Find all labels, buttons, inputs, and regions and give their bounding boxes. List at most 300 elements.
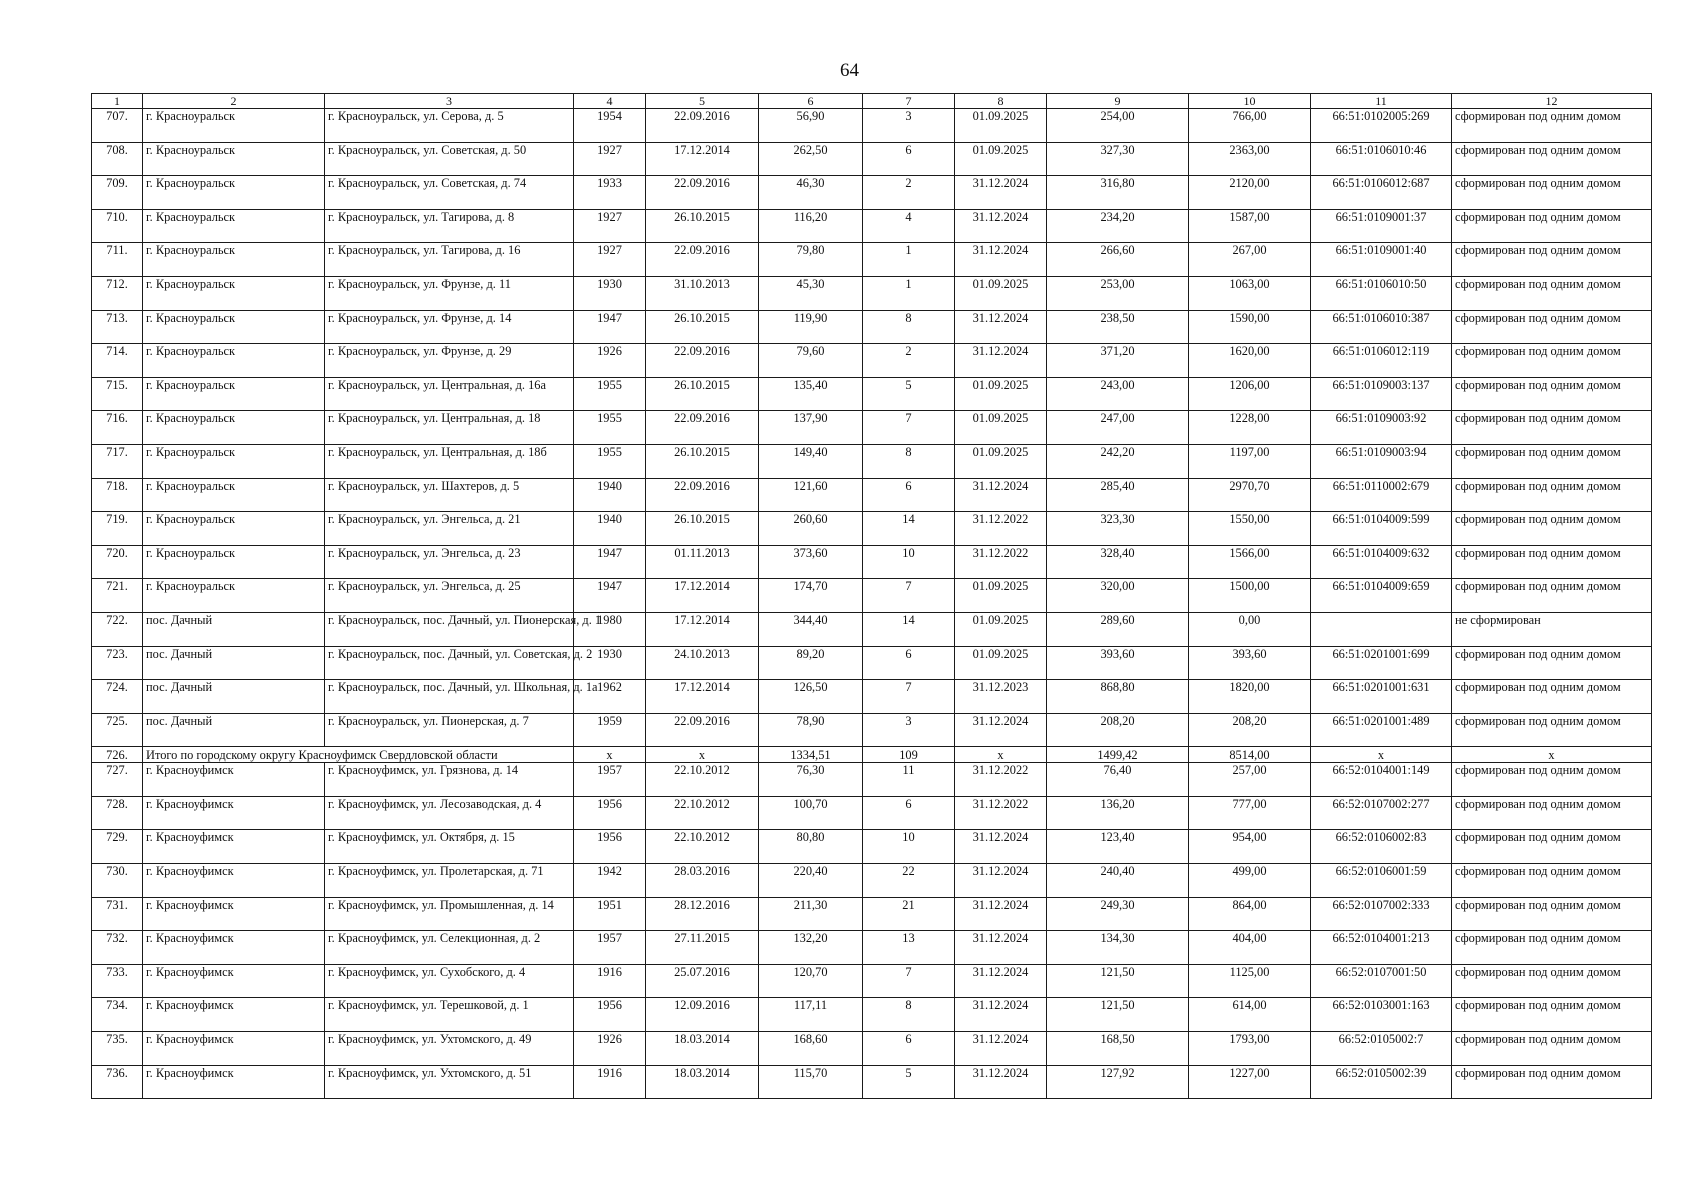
cell-v10: 1620,00 [1189,344,1311,378]
cell-loc: г. Красноуральск [143,310,325,344]
cell-date: 18.03.2014 [646,1032,759,1066]
cell-loc: г. Красноуральск [143,243,325,277]
table-row [92,1065,1652,1099]
cell-date: 22.09.2016 [646,176,759,210]
table-row [92,713,1652,747]
header-cell: 10 [1189,94,1311,109]
total-cell-cad: x [1311,747,1452,763]
cell-date2: 31.12.2024 [955,310,1047,344]
page-number: 64 [840,60,859,81]
table-row [92,109,1652,143]
cell-v9: 121,50 [1047,964,1189,998]
cell-cnt: 6 [863,646,955,680]
cell-v9: 240,40 [1047,864,1189,898]
cell-loc: г. Красноуральск [143,276,325,310]
cell-status: сформирован под одним домом [1452,545,1652,579]
cell-area: 260,60 [759,512,863,546]
cell-cnt: 8 [863,998,955,1032]
cell-date: 27.11.2015 [646,931,759,965]
cell-v10: 1793,00 [1189,1032,1311,1066]
cell-status: сформирован под одним домом [1452,680,1652,714]
cell-area: 89,20 [759,646,863,680]
cell-v10: 766,00 [1189,109,1311,143]
cell-date: 22.09.2016 [646,109,759,143]
cell-area: 79,60 [759,344,863,378]
cell-area: 262,50 [759,142,863,176]
cell-area: 116,20 [759,209,863,243]
cell-loc: г. Красноуральск [143,512,325,546]
cell-year: 1926 [574,344,646,378]
cell-area: 135,40 [759,377,863,411]
cell-date2: 01.09.2025 [955,276,1047,310]
header-cell: 1 [92,94,143,109]
cell-loc: г. Красноуральск [143,344,325,378]
cell-v9: 254,00 [1047,109,1189,143]
cell-cnt: 8 [863,310,955,344]
cell-n: 730. [92,864,143,898]
cell-date: 22.10.2012 [646,763,759,797]
cell-cad: 66:51:0104009:659 [1311,579,1452,613]
cell-cad: 66:51:0110002:679 [1311,478,1452,512]
cell-date2: 31.12.2022 [955,796,1047,830]
cell-loc: г. Красноуфимск [143,796,325,830]
cell-area: 220,40 [759,864,863,898]
cell-v10: 208,20 [1189,713,1311,747]
cell-v10: 777,00 [1189,796,1311,830]
cell-date2: 01.09.2025 [955,579,1047,613]
cell-v9: 393,60 [1047,646,1189,680]
cell-loc: г. Красноуральск [143,377,325,411]
cell-status: сформирован под одним домом [1452,142,1652,176]
cell-cad: 66:52:0105002:39 [1311,1065,1452,1099]
cell-cnt: 2 [863,344,955,378]
cell-cnt: 7 [863,411,955,445]
table-row [92,680,1652,714]
cell-v9: 123,40 [1047,830,1189,864]
cell-v9: 289,60 [1047,612,1189,646]
cell-status: сформирован под одним домом [1452,310,1652,344]
cell-cnt: 22 [863,864,955,898]
cell-v9: 168,50 [1047,1032,1189,1066]
cell-n: 717. [92,444,143,478]
cell-date2: 31.12.2024 [955,864,1047,898]
cell-date2: 31.12.2024 [955,209,1047,243]
cell-cnt: 1 [863,276,955,310]
cell-area: 115,70 [759,1065,863,1099]
cell-cnt: 7 [863,964,955,998]
cell-year: 1956 [574,796,646,830]
cell-cad: 66:51:0109003:92 [1311,411,1452,445]
cell-date2: 31.12.2024 [955,1032,1047,1066]
cell-year: 1947 [574,579,646,613]
cell-year: 1959 [574,713,646,747]
cell-date2: 31.12.2024 [955,243,1047,277]
cell-addr: г. Красноуральск, ул. Серова, д. 5 [325,109,574,143]
cell-area: 117,11 [759,998,863,1032]
cell-area: 121,60 [759,478,863,512]
cell-v10: 393,60 [1189,646,1311,680]
total-cell-date2: x [955,747,1047,763]
cell-cad: 66:52:0107001:50 [1311,964,1452,998]
cell-n: 723. [92,646,143,680]
cell-addr: г. Красноуральск, ул. Энгельса, д. 25 [325,579,574,613]
table-row [92,998,1652,1032]
cell-cnt: 4 [863,209,955,243]
cell-n: 708. [92,142,143,176]
cell-v9: 327,30 [1047,142,1189,176]
cell-n: 734. [92,998,143,1032]
cell-date: 22.09.2016 [646,478,759,512]
cell-n: 722. [92,612,143,646]
table-row [92,897,1652,931]
cell-date: 18.03.2014 [646,1065,759,1099]
cell-date2: 31.12.2024 [955,998,1047,1032]
cell-date2: 01.09.2025 [955,646,1047,680]
cell-n: 721. [92,579,143,613]
cell-n: 713. [92,310,143,344]
cell-status: сформирован под одним домом [1452,897,1652,931]
cell-date: 24.10.2013 [646,646,759,680]
cell-v9: 316,80 [1047,176,1189,210]
cell-cnt: 6 [863,478,955,512]
cell-status: сформирован под одним домом [1452,713,1652,747]
header-cell: 2 [143,94,325,109]
cell-year: 1954 [574,109,646,143]
cell-loc: г. Красноуральск [143,109,325,143]
cell-loc: пос. Дачный [143,680,325,714]
cell-v10: 1500,00 [1189,579,1311,613]
cell-loc: г. Красноуральск [143,142,325,176]
cell-v10: 614,00 [1189,998,1311,1032]
cell-loc: г. Красноуральск [143,444,325,478]
cell-date2: 31.12.2024 [955,176,1047,210]
cell-area: 46,30 [759,176,863,210]
cell-loc: г. Красноуральск [143,478,325,512]
cell-cad: 66:52:0106002:83 [1311,830,1452,864]
cell-v9: 249,30 [1047,897,1189,931]
total-cell-year: x [574,747,646,763]
header-cell: 12 [1452,94,1652,109]
cell-area: 373,60 [759,545,863,579]
cell-date2: 31.12.2024 [955,931,1047,965]
cell-addr: г. Красноуральск, ул. Советская, д. 74 [325,176,574,210]
header-cell: 4 [574,94,646,109]
cell-addr: г. Красноуральск, ул. Фрунзе, д. 11 [325,276,574,310]
cell-date: 17.12.2014 [646,142,759,176]
cell-year: 1956 [574,830,646,864]
cell-n: 712. [92,276,143,310]
cell-status: сформирован под одним домом [1452,478,1652,512]
cell-date: 26.10.2015 [646,444,759,478]
cell-addr: г. Красноуральск, ул. Советская, д. 50 [325,142,574,176]
table-row [92,864,1652,898]
cell-cad: 66:52:0105002:7 [1311,1032,1452,1066]
cell-loc: г. Красноуральск [143,545,325,579]
cell-cad: 66:52:0107002:333 [1311,897,1452,931]
table-row [92,612,1652,646]
cell-addr: г. Красноуральск, ул. Энгельса, д. 21 [325,512,574,546]
cell-v9: 868,80 [1047,680,1189,714]
cell-area: 344,40 [759,612,863,646]
cell-v9: 247,00 [1047,411,1189,445]
total-row [92,747,1652,763]
cell-v9: 121,50 [1047,998,1189,1032]
cell-addr: г. Красноуральск, ул. Тагирова, д. 16 [325,243,574,277]
cell-addr: г. Красноуральск, ул. Фрунзе, д. 29 [325,344,574,378]
cell-addr: г. Красноуральск, ул. Шахтеров, д. 5 [325,478,574,512]
header-cell: 9 [1047,94,1189,109]
cell-n: 719. [92,512,143,546]
header-cell: 11 [1311,94,1452,109]
cell-date2: 31.12.2024 [955,964,1047,998]
cell-v10: 1063,00 [1189,276,1311,310]
cell-date: 26.10.2015 [646,209,759,243]
cell-loc: пос. Дачный [143,646,325,680]
cell-addr: г. Красноуфимск, ул. Терешковой, д. 1 [325,998,574,1032]
cell-date2: 31.12.2024 [955,344,1047,378]
table-row [92,646,1652,680]
cell-date2: 01.09.2025 [955,377,1047,411]
cell-date2: 31.12.2024 [955,897,1047,931]
cell-date: 25.07.2016 [646,964,759,998]
cell-status: сформирован под одним домом [1452,964,1652,998]
cell-date: 12.09.2016 [646,998,759,1032]
cell-year: 1955 [574,377,646,411]
cell-v10: 1227,00 [1189,1065,1311,1099]
table-row [92,411,1652,445]
cell-year: 1980 [574,612,646,646]
cell-date: 22.09.2016 [646,243,759,277]
table-row [92,243,1652,277]
cell-loc: г. Красноуфимск [143,964,325,998]
cell-date: 22.09.2016 [646,344,759,378]
cell-v10: 267,00 [1189,243,1311,277]
cell-cad: 66:51:0106010:46 [1311,142,1452,176]
cell-loc: г. Красноуфимск [143,1065,325,1099]
cell-cnt: 10 [863,830,955,864]
cell-addr: г. Красноуральск, ул. Пионерская, д. 7 [325,713,574,747]
cell-cad: 66:51:0201001:489 [1311,713,1452,747]
cell-year: 1942 [574,864,646,898]
cell-v9: 320,00 [1047,579,1189,613]
cell-cnt: 3 [863,109,955,143]
cell-area: 149,40 [759,444,863,478]
cell-date: 22.09.2016 [646,411,759,445]
cell-loc: г. Красноуральск [143,209,325,243]
cell-cad: 66:51:0109003:137 [1311,377,1452,411]
cell-loc: г. Красноуфимск [143,864,325,898]
cell-v9: 323,30 [1047,512,1189,546]
cell-cnt: 6 [863,796,955,830]
cell-year: 1930 [574,276,646,310]
cell-status: сформирован под одним домом [1452,1032,1652,1066]
cell-cad: 66:52:0104001:213 [1311,931,1452,965]
cell-cnt: 7 [863,579,955,613]
cell-year: 1947 [574,310,646,344]
cell-area: 45,30 [759,276,863,310]
cell-addr: г. Красноуфимск, ул. Промышленная, д. 14 [325,897,574,931]
cell-status: сформирован под одним домом [1452,276,1652,310]
cell-status: сформирован под одним домом [1452,344,1652,378]
cell-addr: г. Красноуфимск, ул. Сухобского, д. 4 [325,964,574,998]
cell-v10: 1550,00 [1189,512,1311,546]
cell-v10: 864,00 [1189,897,1311,931]
cell-area: 211,30 [759,897,863,931]
cell-v9: 234,20 [1047,209,1189,243]
table-row [92,176,1652,210]
cell-year: 1940 [574,512,646,546]
cell-area: 120,70 [759,964,863,998]
cell-year: 1957 [574,931,646,965]
cell-area: 132,20 [759,931,863,965]
cell-addr: г. Красноуральск, ул. Центральная, д. 18 [325,411,574,445]
cell-n: 716. [92,411,143,445]
cell-year: 1927 [574,243,646,277]
cell-date2: 01.09.2025 [955,109,1047,143]
cell-status: сформирован под одним домом [1452,796,1652,830]
cell-v9: 243,00 [1047,377,1189,411]
cell-loc: г. Красноуфимск [143,1032,325,1066]
cell-cad: 66:51:0109001:37 [1311,209,1452,243]
cell-area: 80,80 [759,830,863,864]
cell-cnt: 14 [863,612,955,646]
cell-n: 732. [92,931,143,965]
cell-v9: 285,40 [1047,478,1189,512]
cell-status: сформирован под одним домом [1452,512,1652,546]
cell-year: 1926 [574,1032,646,1066]
cell-addr: г. Красноуральск, ул. Энгельса, д. 23 [325,545,574,579]
cell-v9: 371,20 [1047,344,1189,378]
total-cell-status: x [1452,747,1652,763]
cell-status: сформирован под одним домом [1452,864,1652,898]
cell-loc: г. Красноуфимск [143,931,325,965]
cell-cnt: 2 [863,176,955,210]
cell-n: 714. [92,344,143,378]
cell-status: сформирован под одним домом [1452,109,1652,143]
cell-loc: пос. Дачный [143,612,325,646]
cell-addr: г. Красноуральск, ул. Центральная, д. 16а [325,377,574,411]
cell-status: сформирован под одним домом [1452,411,1652,445]
cell-addr: г. Красноуральск, пос. Дачный, ул. Пионерская, д. 1 [325,612,574,646]
table-row [92,964,1652,998]
cell-v10: 1590,00 [1189,310,1311,344]
cell-n: 729. [92,830,143,864]
cell-cad: 66:51:0104009:599 [1311,512,1452,546]
cell-year: 1916 [574,1065,646,1099]
cell-year: 1962 [574,680,646,714]
cell-loc: г. Красноуфимск [143,763,325,797]
cell-cad: 66:52:0106001:59 [1311,864,1452,898]
cell-area: 174,70 [759,579,863,613]
cell-year: 1955 [574,411,646,445]
cell-cad: 66:52:0103001:163 [1311,998,1452,1032]
cell-v9: 328,40 [1047,545,1189,579]
cell-addr: г. Красноуральск, ул. Центральная, д. 18б [325,444,574,478]
cell-date: 17.12.2014 [646,680,759,714]
cell-addr: г. Красноуфимск, ул. Грязнова, д. 14 [325,763,574,797]
cell-date: 22.10.2012 [646,796,759,830]
cell-area: 126,50 [759,680,863,714]
cell-status: сформирован под одним домом [1452,646,1652,680]
cell-date2: 01.09.2025 [955,612,1047,646]
cell-addr: г. Красноуральск, пос. Дачный, ул. Школьная, д. 1а [325,680,574,714]
table-row [92,209,1652,243]
cell-date2: 31.12.2022 [955,545,1047,579]
cell-cad: 66:51:0102005:269 [1311,109,1452,143]
cell-cad: 66:51:0106012:687 [1311,176,1452,210]
cell-status: сформирован под одним домом [1452,579,1652,613]
cell-n: 724. [92,680,143,714]
header-cell: 5 [646,94,759,109]
cell-date: 22.10.2012 [646,830,759,864]
cell-n: 735. [92,1032,143,1066]
cell-year: 1927 [574,209,646,243]
cell-v9: 76,40 [1047,763,1189,797]
cell-year: 1930 [574,646,646,680]
total-cell-v10: 8514,00 [1189,747,1311,763]
cell-v9: 242,20 [1047,444,1189,478]
cell-v9: 266,60 [1047,243,1189,277]
cell-cnt: 10 [863,545,955,579]
cell-status: сформирован под одним домом [1452,998,1652,1032]
cell-n: 731. [92,897,143,931]
cell-date: 17.12.2014 [646,579,759,613]
cell-v10: 257,00 [1189,763,1311,797]
cell-n: 720. [92,545,143,579]
cell-year: 1940 [574,478,646,512]
header-cell: 8 [955,94,1047,109]
cell-date: 22.09.2016 [646,713,759,747]
cell-status: сформирован под одним домом [1452,763,1652,797]
cell-status: сформирован под одним домом [1452,830,1652,864]
cell-addr: г. Красноуральск, ул. Тагирова, д. 8 [325,209,574,243]
cell-cad: 66:51:0104009:632 [1311,545,1452,579]
table-row [92,444,1652,478]
table-row [92,796,1652,830]
cell-n: 728. [92,796,143,830]
total-cell-area: 1334,51 [759,747,863,763]
cell-cnt: 5 [863,1065,955,1099]
cell-v10: 499,00 [1189,864,1311,898]
cell-cnt: 5 [863,377,955,411]
cell-v10: 1566,00 [1189,545,1311,579]
cell-status: сформирован под одним домом [1452,209,1652,243]
table-row [92,830,1652,864]
cell-n: 736. [92,1065,143,1099]
cell-v9: 208,20 [1047,713,1189,747]
total-cell-date: x [646,747,759,763]
cell-addr: г. Красноуфимск, ул. Селекционная, д. 2 [325,931,574,965]
table-row [92,1032,1652,1066]
cell-area: 56,90 [759,109,863,143]
cell-v10: 0,00 [1189,612,1311,646]
cell-loc: г. Красноуфимск [143,830,325,864]
cell-addr: г. Красноуфимск, ул. Ухтомского, д. 51 [325,1065,574,1099]
cell-cnt: 11 [863,763,955,797]
cell-date: 01.11.2013 [646,545,759,579]
cell-cad: 66:51:0109003:94 [1311,444,1452,478]
cell-n: 725. [92,713,143,747]
total-cell-label: Итого по городскому округу Красноуфимск Свердловской области [143,747,574,763]
cell-area: 168,60 [759,1032,863,1066]
cell-year: 1927 [574,142,646,176]
cell-status: сформирован под одним домом [1452,444,1652,478]
cell-cad [1311,612,1452,646]
cell-v10: 404,00 [1189,931,1311,965]
cell-addr: г. Красноуфимск, ул. Ухтомского, д. 49 [325,1032,574,1066]
cell-date: 26.10.2015 [646,377,759,411]
cell-date2: 31.12.2024 [955,713,1047,747]
